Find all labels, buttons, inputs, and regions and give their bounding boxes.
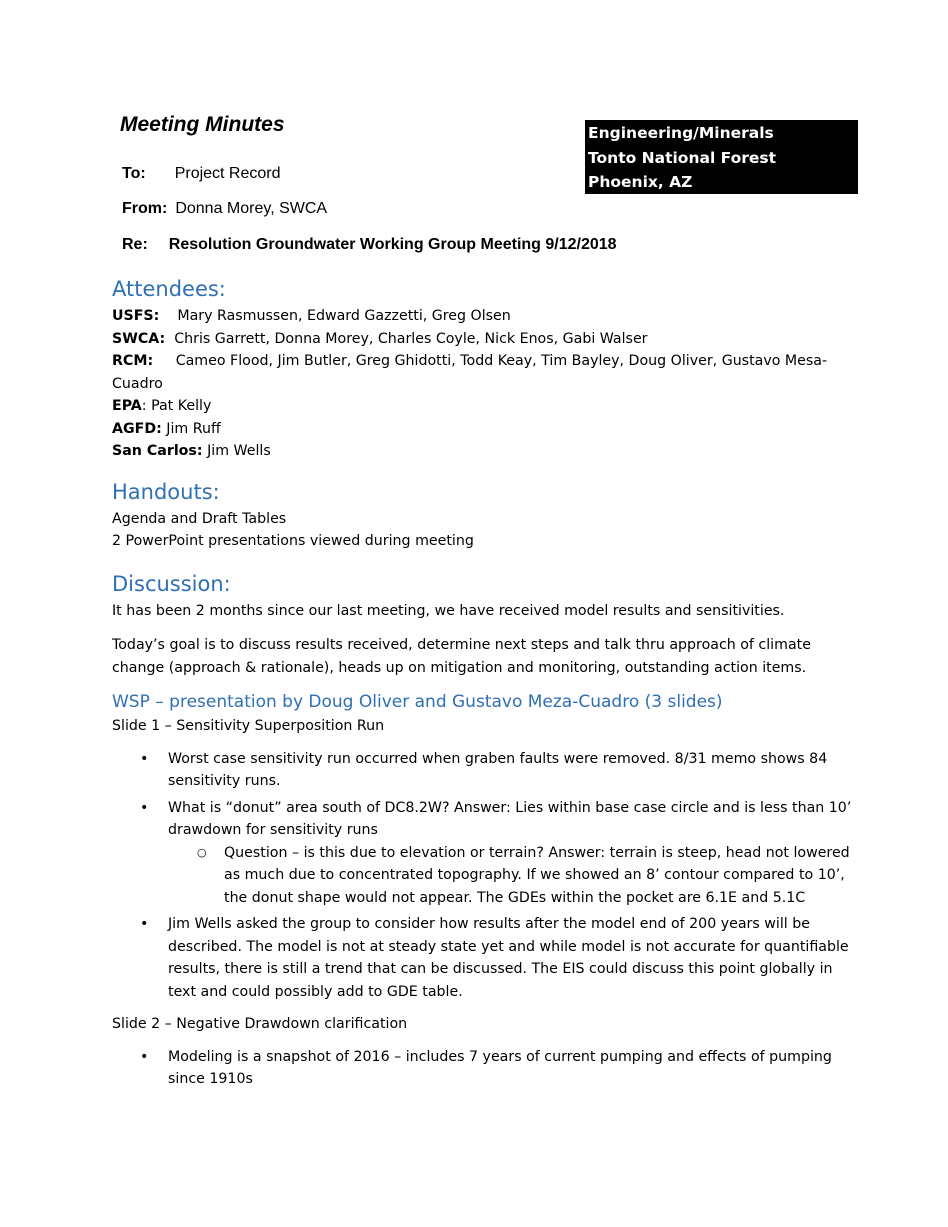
discussion-paragraph: Today’s goal is to discuss results received, determine next steps and talk thru approach of climate change (approach & rationale), heads up on mitigation and monitoring, outstanding action items. xyxy=(112,637,811,676)
attendee-org: AGFD: xyxy=(112,420,162,437)
attendees-heading: Attendees: xyxy=(112,277,226,301)
re-label: Re: xyxy=(122,236,148,253)
from-value: Donna Morey, SWCA xyxy=(175,200,328,217)
attendee-row xyxy=(112,350,852,395)
re-value: Resolution Groundwater Working Group Meeting 9/12/2018 xyxy=(168,236,617,253)
attendee-org: USFS: xyxy=(112,308,160,324)
handout-item: 2 PowerPoint presentations viewed during meeting xyxy=(112,533,474,549)
wsp-subheading: WSP – presentation by Doug Oliver and Gustavo Meza-Cuadro (3 slides) xyxy=(112,692,723,712)
list-item: • Jim Wells asked the group to consider how results after the model end of 200 years will be described. The model is not at steady state yet and while model is not accurate for quantifiable results, there is still a trend that can be discussed. The EIS could discuss this point globally in text and could possibly add to GDE table. xyxy=(168,913,852,1003)
attendee-org: San Carlos: xyxy=(112,443,203,459)
attendee-row xyxy=(112,418,852,441)
attendee-names: Cameo Flood, Jim Butler, Greg Ghidotti, Todd Keay, Tim Bayley, Doug Oliver, Gustavo Mesa-Cuadro xyxy=(112,353,828,392)
attendee-names: Mary Rasmussen, Edward Gazzetti, Greg Olsen xyxy=(177,308,511,324)
attendee-row xyxy=(112,395,852,418)
attendee-row xyxy=(112,328,852,351)
handouts-heading: Handouts: xyxy=(112,479,220,504)
attendees-list xyxy=(112,305,852,463)
memo-re xyxy=(122,236,617,254)
org-line: Tonto National Forest xyxy=(588,148,777,167)
attendee-names: : Pat Kelly xyxy=(141,398,212,414)
from-label: From: xyxy=(122,200,168,217)
discussion-heading: Discussion: xyxy=(112,571,231,596)
list-item: • Modeling is a snapshot of 2016 – includes 7 years of current pumping and effects of pumping since 1910s xyxy=(168,1046,852,1091)
org-line: Engineering/Minerals xyxy=(588,124,774,142)
memo-to xyxy=(122,165,281,183)
memo-from xyxy=(122,200,327,218)
slide-title: Slide 1 – Sensitivity Superposition Run xyxy=(112,718,385,734)
attendee-org: EPA xyxy=(112,398,142,414)
org-line: Phoenix, AZ xyxy=(588,173,693,191)
slide1-bullets xyxy=(112,748,852,1004)
to-label: To: xyxy=(122,165,146,182)
attendee-org: RCM: xyxy=(112,353,154,369)
attendee-row xyxy=(112,440,852,463)
slide2-bullets xyxy=(112,1046,852,1091)
discussion-paragraph: It has been 2 months since our last meeting, we have received model results and sensitivities. xyxy=(112,602,785,619)
list-item: • Worst case sensitivity run occurred when graben faults were removed. 8/31 memo shows 84 sensitivity runs. xyxy=(168,748,852,793)
attendee-row xyxy=(112,305,852,328)
sub-bullets xyxy=(168,842,852,910)
document-body xyxy=(112,273,852,1095)
handout-item: Agenda and Draft Tables xyxy=(112,510,287,527)
attendee-names: Chris Garrett, Donna Morey, Charles Coyle, Nick Enos, Gabi Walser xyxy=(174,330,648,347)
to-value: Project Record xyxy=(174,165,281,182)
sub-list-item: ○ Question – is this due to elevation or terrain? Answer: terrain is steep, head not lowered as much due to concentrated topography. If we showed an 8’ contour compared to 10’, the donut shape would not appear. The GDEs within the pocket are 6.1E and 5.1C xyxy=(224,842,852,910)
list-item xyxy=(168,797,852,910)
document-title: Meeting Minutes xyxy=(120,113,285,136)
attendee-names: Jim Wells xyxy=(207,443,271,459)
list-item-text: What is “donut” area south of DC8.2W? Answer: Lies within base case circle and is less than 10’ drawdown for sensitivity runs xyxy=(168,799,852,838)
attendee-org: SWCA: xyxy=(112,330,166,347)
organization-box xyxy=(585,120,858,194)
slide-title: Slide 2 – Negative Drawdown clarification xyxy=(112,1016,408,1032)
attendee-names: Jim Ruff xyxy=(166,420,221,437)
